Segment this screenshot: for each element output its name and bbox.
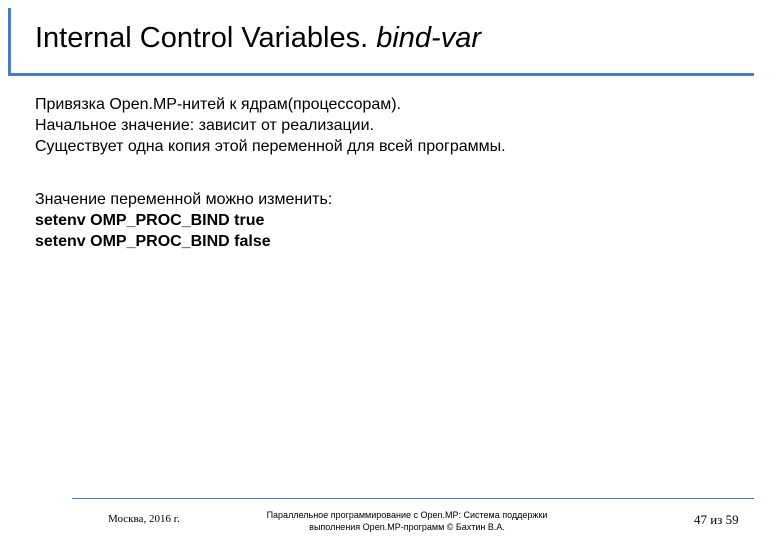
title-accent-horizontal-bar xyxy=(8,73,754,76)
footer-location-date: Москва, 2016 г. xyxy=(108,513,180,525)
change-value-intro: Значение переменной можно изменить: xyxy=(35,191,333,208)
description-paragraph xyxy=(35,94,735,157)
description-line: Привязка Open.MP-нитей к ядрам(процессорам). xyxy=(35,96,402,113)
footer-course-line: выполнения Open.MP-программ © Бахтин В.А. xyxy=(309,522,505,532)
title-accent-vertical-bar xyxy=(8,8,11,76)
footer-divider xyxy=(72,498,754,499)
footer-course-line: Параллельное программирование с Open.MP: Система поддержки xyxy=(266,510,548,520)
description-line: Начальное значение: зависит от реализации. xyxy=(35,117,374,134)
slide-title xyxy=(35,22,481,55)
command-line: setenv OMP_PROC_BIND false xyxy=(35,233,271,250)
footer-page-number: 47 из 59 xyxy=(694,512,739,527)
command-line: setenv OMP_PROC_BIND true xyxy=(35,212,265,229)
slide-title-main: Internal Control Variables. xyxy=(35,22,377,54)
footer-course-title xyxy=(232,509,582,533)
description-line: Существует одна копия этой переменной для всей программы. xyxy=(35,138,506,155)
change-value-paragraph xyxy=(35,189,735,252)
slide-title-italic: bind-var xyxy=(376,22,481,54)
